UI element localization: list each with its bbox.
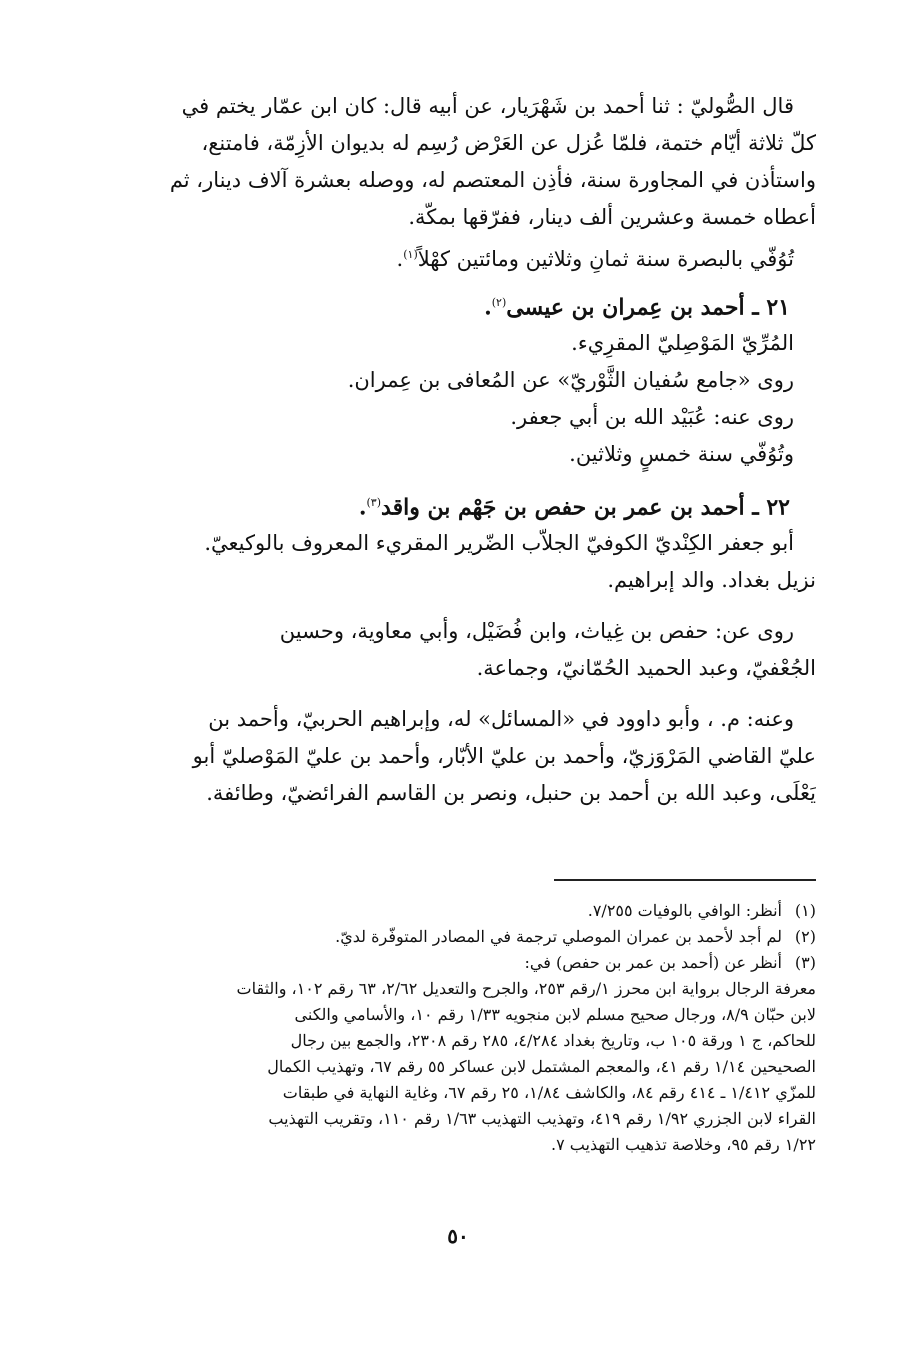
text-line: وتُوُفّي سنة خمسٍ وثلاثين. (569, 442, 794, 466)
text-line: أبو جعفر الكِنْديّ الكوفيّ الجلاّب الضّرير المقريء المعروف بالوكيعيّ. (204, 531, 794, 555)
footnote-3-line: القراء لابن الجزري ١/٩٢ رقم ٤١٩، وتهذيب التهذيب ١/٦٣ رقم ١١٠، وتقريب التهذيب (268, 1109, 816, 1128)
text-line: أعطاه خمسة وعشرين ألف دينار، ففرّقها بمكّة. (408, 205, 816, 229)
footnote-text: أنظر: الوافي بالوفيات ٧/٢٥٥. (587, 901, 782, 920)
footnotes (100, 898, 816, 1158)
text-line: عليّ القاضي المَرْوَزيّ، وأحمد بن عليّ الأبّار، وأحمد بن عليّ المَوْصليّ أبو (192, 744, 816, 768)
entry-21-title: ٢١ ـ أحمد بن عِمران بن عيسى$^{(٢)}$. (484, 294, 790, 321)
footnote-3-line: للحاكم، ج ١ ورقة ١٠٥ ب، وتاريخ بغداد ٤/٢٨٤، ٢٨٥ رقم ٢٣٠٨، والجمع بين رجال (290, 1031, 816, 1050)
text-line: روى «جامع سُفيان الثَّوْريّ» عن المُعافى بن عِمران. (347, 368, 794, 392)
footnote-1 (100, 898, 816, 924)
entry-21-body (100, 325, 816, 473)
entry-22-title: ٢٢ ـ أحمد بن عمر بن حفص بن جَهْم بن واقد$^{(٣)}$. (358, 494, 790, 521)
text-line: واستأذن في المجاورة سنة، فأذِن المعتصم له، ووصله بعشرة آلاف دينار، ثم (169, 168, 816, 192)
footnote-number: (١) (794, 901, 816, 920)
text-line: كلّ ثلاثة أيّام ختمة، فلمّا عُزل عن العَرْض رُسِم له بديوان الأزِمّة، فامتنع، (201, 131, 816, 155)
text-line: نزيل بغداد. والد إبراهيم. (607, 568, 816, 592)
footnote-3-line: ١/٢٢ رقم ٩٥، وخلاصة تذهيب التهذيب ٧. (551, 1135, 816, 1154)
text-line: روى عنه: عُبَيْد الله بن أبي جعفر. (510, 405, 794, 429)
footnote-2 (100, 924, 816, 950)
footnote-ref-3: (٣) (366, 496, 382, 509)
text-line: الجُعْفيّ، وعبد الحميد الحُمّانيّ، وجماعة. (476, 656, 816, 680)
footnote-3-line: الصحيحين ١/١٤ رقم ٤١، والمعجم المشتمل لابن عساكر ٥٥ رقم ٦٧، وتهذيب الكمال (267, 1057, 816, 1076)
footnote-3-line: معرفة الرجال برواية ابن محرز ١/رقم ٢٥٣، والجرح والتعديل ٢/٦٢، ٦٣ رقم ١٠٢، والثقات (236, 979, 816, 998)
footnote-3-line: لابن حبّان ٨/٩، ورجال صحيح مسلم لابن منجويه ١/٣٣ رقم ١٠، والأسامي والكنى (294, 1005, 816, 1024)
page-number: ٥٠ (447, 1224, 469, 1248)
entry-21-title-text: ٢١ ـ أحمد بن عِمران بن عيسى (506, 294, 790, 321)
text-line: يَعْلَى، وعبد الله بن أحمد بن حنبل، ونصر بن القاسم الفرائضيّ، وطائفة. (206, 781, 816, 805)
footnote-number: (٢) (794, 927, 816, 946)
footnote-number: (٣) (794, 953, 816, 972)
footnote-3 (100, 950, 816, 976)
text-line: المُرِّيّ المَوْصِليّ المقرِيء. (571, 331, 794, 355)
footnote-text: لم أجد لأحمد بن عمران الموصلي ترجمة في المصادر المتوفّرة لديّ. (335, 927, 782, 946)
text-line: قال الصُّوليّ : ثنا أحمد بن شَهْرَيار، عن أبيه قال: كان ابن عمّار يختم في (181, 94, 794, 118)
footnote-ref-2: (٢) (491, 296, 507, 309)
footnote-text: أنظر عن (أحمد بن عمر بن حفص) في: (524, 953, 782, 972)
entry-22-title-text: ٢٢ ـ أحمد بن عمر بن حفص بن جَهْم بن واقد (381, 494, 790, 521)
footnote-separator (554, 879, 816, 881)
entry-22-body (100, 525, 816, 812)
text-line: روى عن: حفص بن غِياث، وابن فُضَيْل، وأبي معاوية، وحسين (279, 619, 794, 643)
intro-paragraph (100, 88, 816, 273)
footnote-3-line: للمزّي ١/٤١٢ ـ ٤١٤ رقم ٨٤، والكاشف ١/٨٤، ٢٥ رقم ٦٧، وغاية النهاية في طبقات (282, 1083, 816, 1102)
document-page (100, 88, 816, 1328)
death-line: تُوُفّي بالبصرة سنة ثمانٍ وثلاثين ومائتين كهْلاً$^{(١)}$. (396, 247, 794, 271)
footnote-ref-1: (١) (403, 248, 418, 261)
text-line: وعنه: م. ، وأبو داوود في «المسائل» له، وإبراهيم الحربيّ، وأحمد بن (208, 707, 794, 731)
death-text: تُوُفّي بالبصرة سنة ثمانٍ وثلاثين ومائتين كهْلاً (417, 247, 794, 271)
